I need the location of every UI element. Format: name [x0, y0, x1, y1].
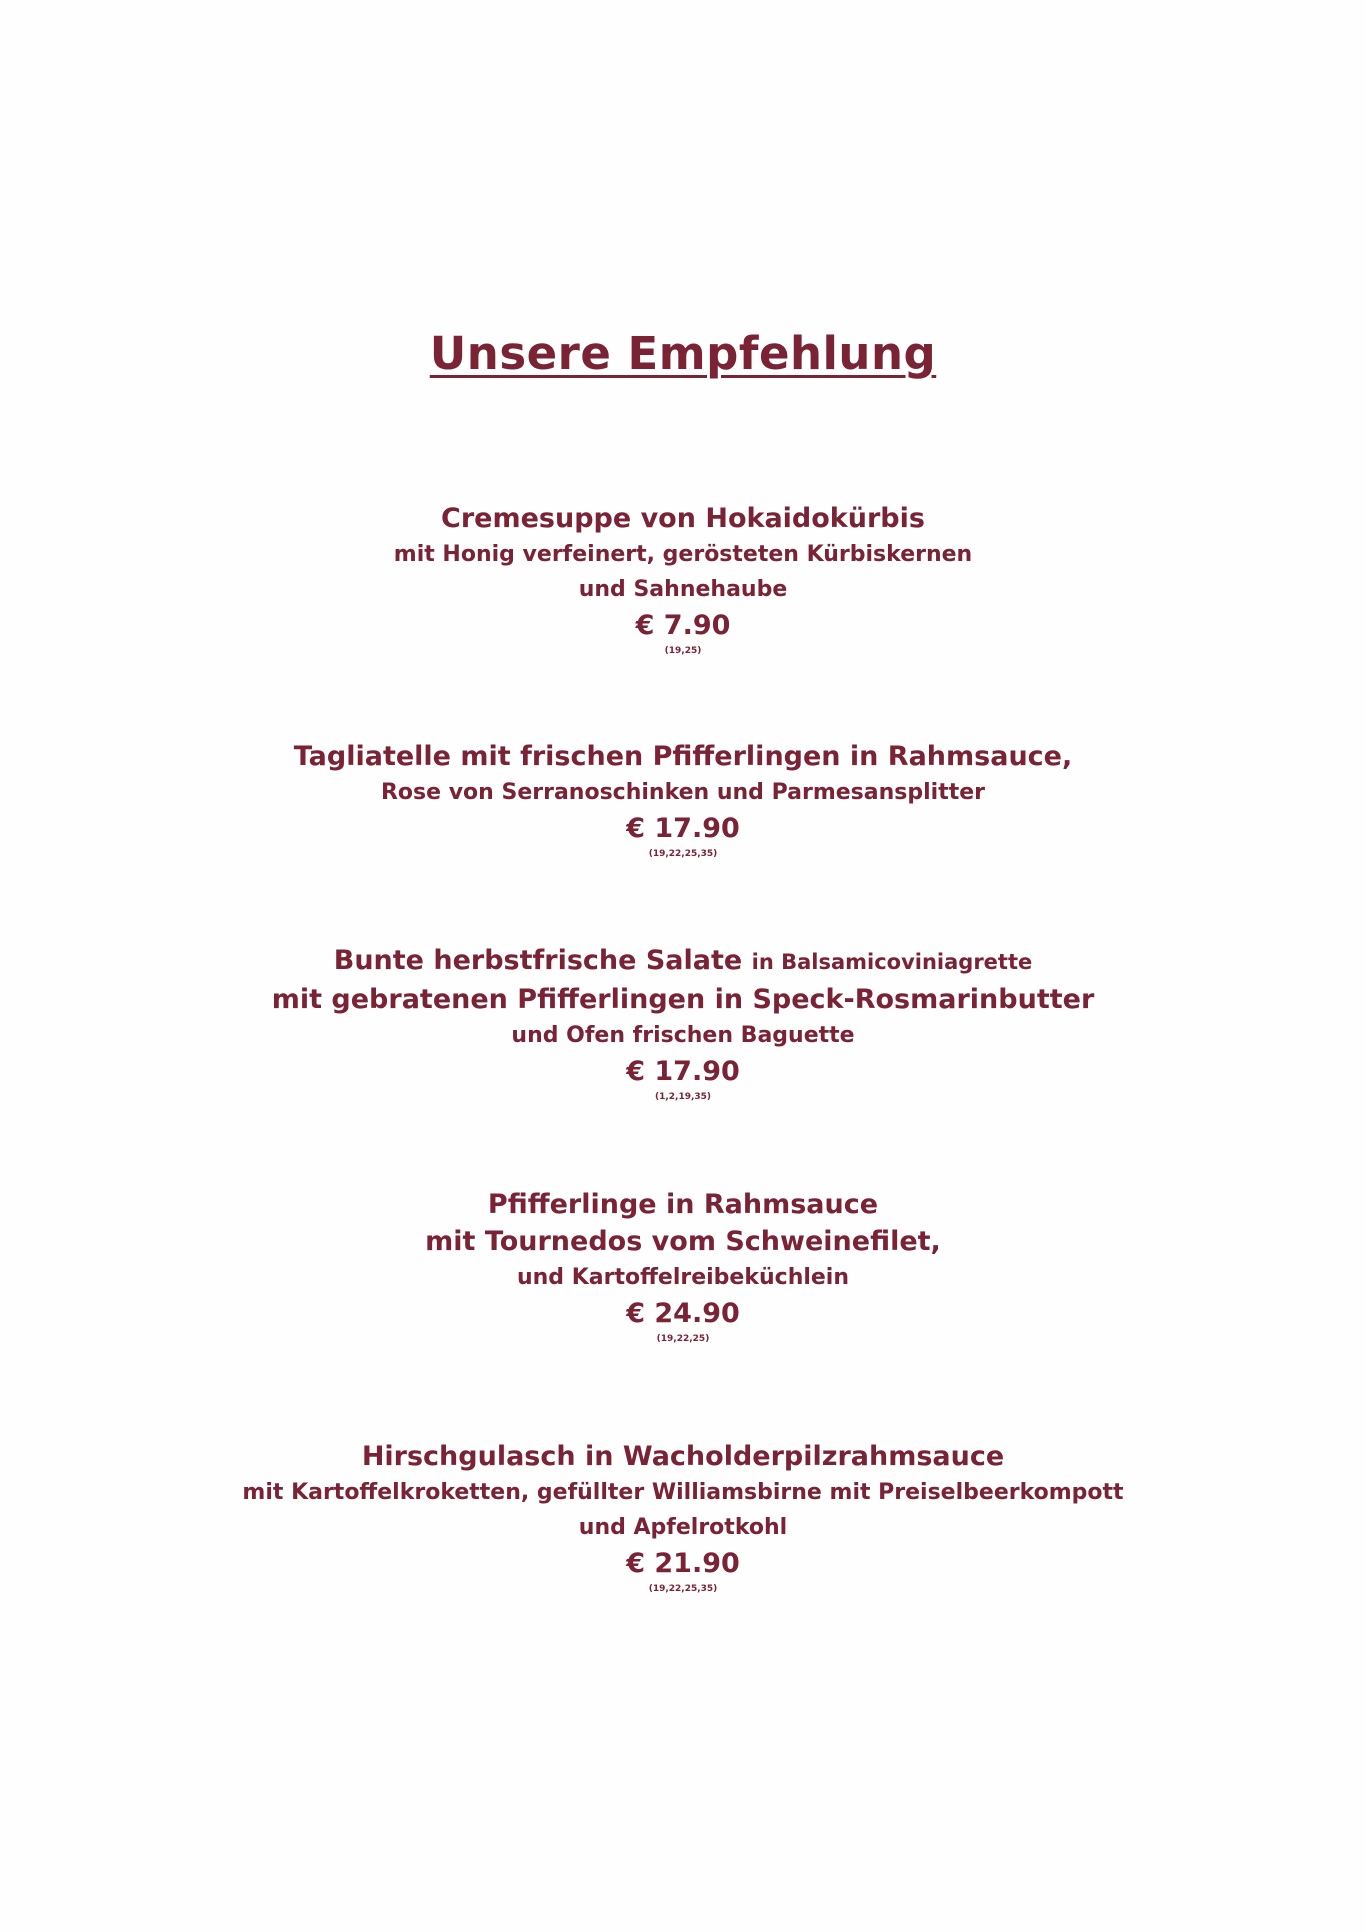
dish-description: und Ofen frischen Baguette: [511, 1023, 855, 1048]
dish-name-line-2: mit gebratenen Pfifferlingen in Speck-Rosmarinbutter: [271, 984, 1095, 1015]
dish-allergens: (19,22,25): [656, 1334, 710, 1344]
dish-price: € 24.90: [626, 1298, 740, 1329]
dish-price: € 17.90: [626, 1056, 740, 1087]
dish-description: Rose von Serranoschinken und Parmesansplitter: [380, 780, 985, 805]
dish-description: und Apfelrotkohl: [578, 1515, 788, 1540]
dish-name-suffix: in Balsamicoviniagrette: [751, 950, 1033, 974]
dish-price: € 7.90: [635, 610, 731, 641]
dish-name: Bunte herbstfrische Salate: [333, 945, 743, 976]
dish-allergens: (19,22,25,35): [648, 849, 718, 859]
dish-name: Cremesuppe von Hokaidokürbis: [441, 503, 925, 534]
dish-price: € 21.90: [626, 1548, 740, 1579]
dish-name: Tagliatelle mit frischen Pfifferlingen in Rahmsauce,: [293, 741, 1073, 772]
dish-allergens: (19,22,25,35): [648, 1584, 718, 1594]
dish-price: € 17.90: [626, 813, 740, 844]
menu-item-tagliatelle: [0, 738, 1366, 860]
menu-item-autumn-salad: [0, 942, 1366, 1103]
menu-item-pumpkin-soup: [0, 500, 1366, 657]
dish-name-line-2: mit Tournedos vom Schweinefilet,: [425, 1226, 941, 1257]
menu-item-venison-goulash: [0, 1438, 1366, 1595]
menu-title: Unsere Empfehlung: [429, 327, 937, 380]
dish-name: Hirschgulasch in Wacholderpilzrahmsauce: [361, 1441, 1005, 1472]
dish-name: Pfifferlinge in Rahmsauce: [487, 1189, 879, 1220]
dish-name-line: [0, 942, 1366, 981]
dish-description: und Kartoffelreibeküchlein: [516, 1265, 850, 1290]
dish-description: mit Kartoffelkroketten, gefüllter Williamsbirne mit Preiselbeerkompott: [242, 1480, 1124, 1505]
menu-item-chanterelles-pork: [0, 1186, 1366, 1345]
dish-description: mit Honig verfeinert, gerösteten Kürbiskernen: [393, 542, 973, 567]
dish-allergens: (1,2,19,35): [654, 1092, 712, 1102]
dish-allergens: (19,25): [664, 646, 702, 656]
dish-description: und Sahnehaube: [578, 577, 788, 602]
